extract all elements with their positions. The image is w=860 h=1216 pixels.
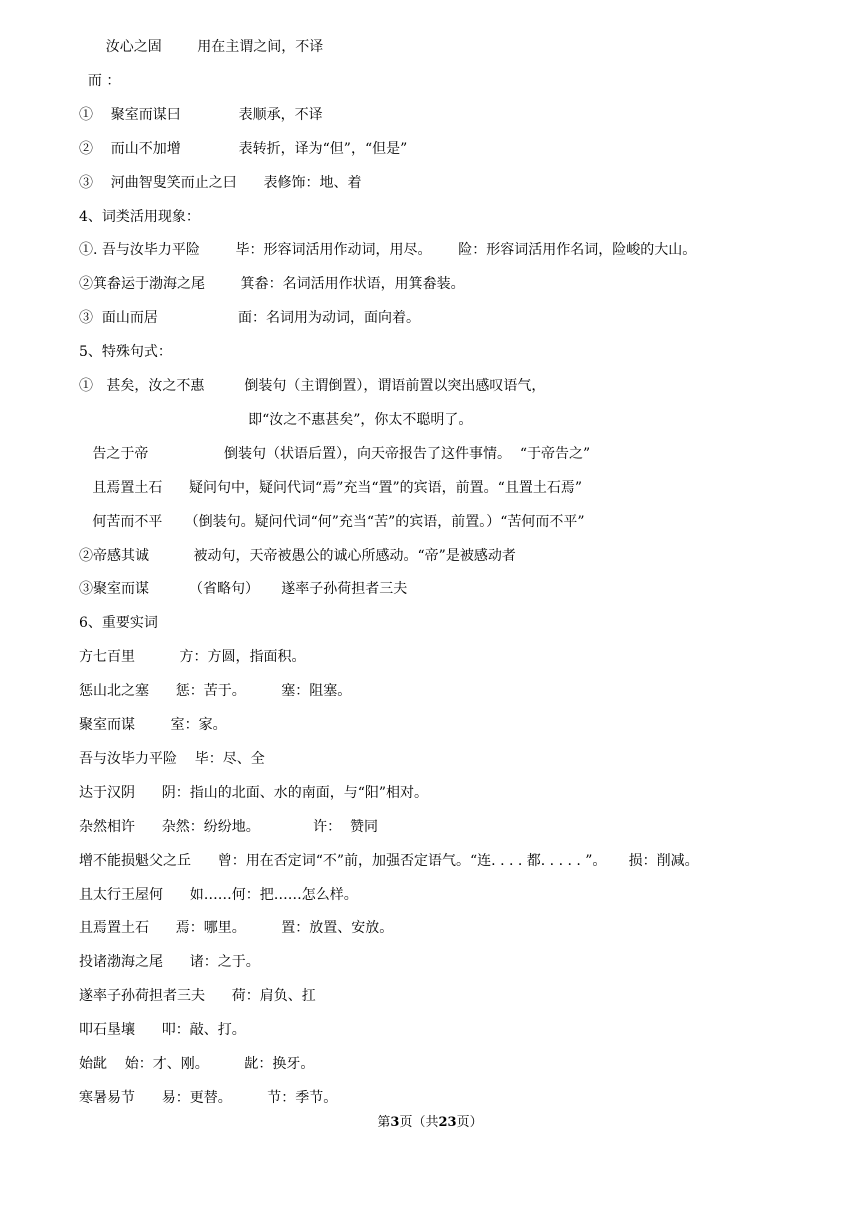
footer-middle: 页（共 [399, 1115, 439, 1130]
text-line: ① 甚矣，汝之不惠 倒装句（主谓倒置），谓语前置以突出感叹语气， [79, 378, 546, 394]
text-line: 方七百里 方：方圆，指面积。 [79, 649, 306, 665]
text-line: 叩石垦壤 叩：敲、打。 [79, 1022, 246, 1038]
text-line: ③ 河曲智叟笑而止之曰 表修饰：地、着 [79, 175, 362, 191]
text-line: 杂然相许 杂然：纷纷地。 许： 赞同 [79, 819, 379, 835]
text-line: ①. 吾与汝毕力平险 毕：形容词活用作动词，用尽。 险：形容词活用作名词，险峻的大山。 [79, 242, 697, 258]
text-line: ③ 面山而居 面：名词用为动词，面向着。 [79, 310, 421, 326]
text-line: 4、词类活用现象： [79, 209, 200, 225]
text-line: 即“汝之不惠甚矣”，你太不聪明了。 [79, 412, 473, 428]
text-line: ②箕畚运于渤海之尾 箕畚：名词活用作状语，用箕畚装。 [79, 276, 465, 292]
text-line: 增不能损魁父之丘 曾：用在否定词“不”前，加强否定语气。“连. . . . 都. . . . . ”。 损：削减。 [79, 853, 699, 869]
text-line: ① 聚室而谋曰 表顺承，不译 [79, 107, 323, 123]
text-line: 达于汉阴 阴：指山的北面、水的南面，与“阳”相对。 [79, 785, 429, 801]
page-footer [0, 1111, 860, 1130]
total-page-count: 23 [438, 1115, 457, 1130]
text-line: 且焉置土石 焉：哪里。 置：放置、安放。 [79, 920, 394, 936]
text-line: 寒暑易节 易：更替。 节：季节。 [79, 1090, 338, 1106]
text-line: 汝心之固 用在主谓之间，不译 [79, 39, 324, 55]
text-line: ③聚室而谋 （省略句） 遂率子孙荷担者三夫 [79, 581, 408, 597]
text-line: ②帝感其诚 被动句，天帝被愚公的诚心所感动。“帝”是被感动者 [79, 548, 516, 564]
text-line: 且太行王屋何 如……何：把……怎么样。 [79, 887, 358, 903]
text-line: 投诸渤海之尾 诸：之于。 [79, 954, 260, 970]
text-line: 而 ： [79, 73, 121, 89]
text-line: 且焉置土石 疑问句中，疑问代词“焉”充当“置”的宾语，前置。“且置土石焉” [79, 480, 582, 496]
text-line: 始龀 始：才、刚。 龀：换牙。 [79, 1056, 315, 1072]
current-page-number: 3 [390, 1115, 400, 1130]
text-line: 6、重要实词 [79, 615, 158, 631]
text-line: ② 而山不加增 表转折，译为“但”，“但是” [79, 141, 408, 157]
text-line: 告之于帝 倒装句（状语后置），向天帝报告了这件事情。 “于帝告之” [79, 446, 591, 462]
footer-prefix: 第 [377, 1115, 391, 1130]
text-line: 惩山北之塞 惩：苦于。 塞：阻塞。 [79, 683, 352, 699]
text-line: 聚室而谋 室：家。 [79, 717, 227, 733]
footer-suffix: 页） [456, 1115, 483, 1130]
text-line: 吾与汝毕力平险 毕：尽、全 [79, 751, 265, 767]
text-line: 遂率子孙荷担者三夫 荷：肩负、扛 [79, 988, 316, 1004]
text-line: 何苦而不平 （倒装句。疑问代词“何”充当“苦”的宾语，前置。）“苦何而不平” [79, 514, 585, 530]
text-line: 5、特殊句式： [79, 344, 172, 360]
